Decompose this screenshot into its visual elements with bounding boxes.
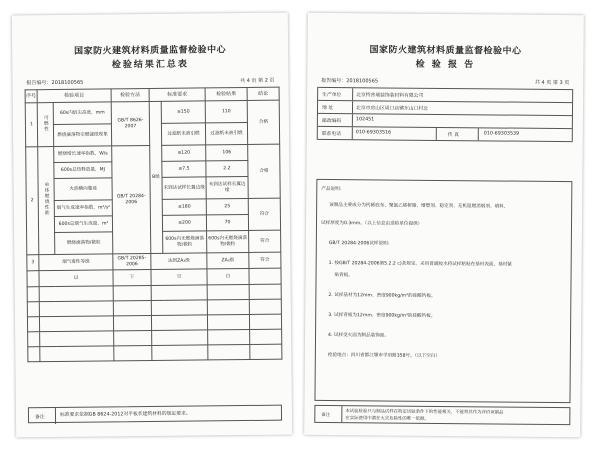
table-cell: 106 — [206, 144, 248, 160]
table-cell: 符合 — [248, 198, 280, 230]
description-line: 4. 试样受火面为制品装饰面。 — [328, 332, 390, 339]
table-cell: 白 — [207, 268, 249, 284]
remarks-box — [314, 405, 570, 425]
producer-label: 生产单位 — [322, 92, 342, 99]
table-cell: ZA₂级 — [207, 252, 249, 268]
table-cell: B级 — [149, 101, 163, 253]
table-cell: 未到达试样长翼边缘 — [206, 176, 248, 198]
table-cell: GB/T 8626-2007 — [111, 102, 149, 146]
description-line: 2. 试样基材为12mm、密度900kg/m³的硅酸钙板。 — [328, 292, 436, 299]
table-cell: 燃烧滴落物/微粒 — [55, 232, 113, 255]
table-cell: 烟气毒性等级 — [39, 254, 113, 271]
phone-label: 联系电话 — [321, 131, 342, 138]
table-cell: 合格 — [248, 144, 281, 198]
report-page — [304, 13, 584, 437]
description-line: 1. 按GB/T 20284-2006第5.2.2 c)条规定，采用普通胶水将试样粘贴在基材表面，基材紧 — [328, 260, 512, 268]
header-cell: 检验项目 — [37, 89, 111, 103]
table-cell: 110 — [205, 100, 247, 122]
producer-value: 北京特普瑞装饰装材料有限公司 — [356, 93, 424, 99]
table-cell — [27, 271, 39, 287]
table-row — [25, 100, 279, 125]
description-line: 贴背板。 — [334, 273, 353, 279]
table-cell: ≤200 — [162, 215, 206, 231]
table-cell: 达到ZA₃级 — [151, 253, 207, 270]
description-label: 产品说明： — [321, 186, 345, 193]
table-cell: 60s内焰尖高度，mm — [53, 102, 111, 125]
summary-page — [12, 13, 292, 438]
table-cell: 合格 — [247, 100, 279, 144]
phone-row — [318, 126, 572, 142]
table-cell: GB/T 20284-2006 — [112, 146, 151, 254]
table-cell: 火焰横向蔓延 — [54, 178, 112, 201]
fax-label: 传 真 — [447, 133, 459, 139]
description-line: 3. 试样背板为12mm、密度900kg/m³的硅酸钙板。 — [328, 312, 436, 319]
header-cell: 结论 — [247, 87, 279, 100]
table-cell: 25 — [206, 198, 248, 214]
table-cell: 未到达试样长翼边缘 — [162, 177, 206, 199]
table-cell: 过滤纸未被引燃 — [161, 123, 205, 145]
table-cell: ≤150 — [161, 101, 205, 123]
table-cell: 符合 — [249, 230, 281, 252]
header-cell: 标准要求 — [149, 88, 205, 102]
product-description — [314, 179, 572, 403]
description-line: 检验地点：四川省都江堰市学府路358号。（以下空白） — [327, 352, 441, 359]
remarks-box — [28, 405, 282, 424]
table-cell: ≤7.5 — [162, 161, 206, 177]
remarks-label: 备注 — [34, 415, 45, 421]
table-cell — [37, 103, 53, 147]
page-title: 国家防火建筑材料质量监督检验中心 — [74, 45, 227, 57]
table-cell — [38, 147, 55, 255]
table-cell: 燃烧滴落物引燃滤纸现象 — [53, 124, 111, 147]
address-label: 地 址 — [321, 105, 334, 112]
table-cell: 空 — [151, 269, 207, 286]
remarks-text: 标准要求依据GB 8624-2012对平板状建筑材料的规定要求。 — [55, 407, 191, 424]
table-cell: 2.2 — [206, 160, 248, 176]
table-cell: 烟气生成速率指数，m²/s² — [54, 200, 112, 217]
table-cell: 2 — [26, 147, 39, 255]
table-cell — [249, 268, 281, 284]
results-summary-table — [25, 87, 283, 363]
table-cell: 符合 — [249, 252, 281, 268]
page-number: 共 4 页 第 2 页 — [240, 77, 275, 85]
table-cell: 以 — [39, 270, 113, 287]
description-line: 该制品主要成分为钙稀底布、聚氯乙烯树脂、增塑剂、稳定剂、无机阻燃消烟剂、填料， — [329, 202, 509, 210]
table-cell: 下 — [113, 270, 151, 286]
remarks-text: 本试验检验只与制品试样在特定试验条件下的性能相关，不能将其作为评价该制品 — [345, 409, 504, 416]
table-cell: 70 — [206, 214, 248, 230]
header-cell: 检验方法 — [111, 89, 149, 102]
category-label: 可燃性 — [43, 114, 49, 132]
report-number: 报告编号：2018100565 — [321, 77, 379, 85]
report-number: 报告编号：2018100565 — [26, 79, 84, 87]
table-cell: ≤120 — [162, 145, 206, 161]
header-cell: 序号 — [25, 90, 37, 103]
table-cell: GB/T 20285-2006 — [113, 254, 151, 270]
postcode-value: 102451 — [355, 117, 375, 123]
table-cell: 过滤纸未被引燃 — [205, 122, 247, 144]
page-number: 共 4 页 第 3 页 — [534, 79, 570, 87]
remarks-label: 备注 — [321, 412, 331, 419]
page-title: 国家防火建筑材料质量监督检验中心 — [369, 45, 522, 57]
page-subtitle: 检验结果汇总表 — [111, 59, 189, 71]
address-value: 北京市房山区周口店镇东山口村北 — [355, 106, 428, 112]
table-cell: 600s总热释放量，MJ — [54, 162, 112, 179]
table-cell: 燃烧增长速率指数，W/s — [54, 146, 112, 163]
header-cell: 检验结果 — [205, 87, 247, 100]
remarks-text: 在实际使用中潜在火灾危险性的唯一依据。 — [345, 416, 429, 422]
fax-value: 010-69303539 — [483, 131, 520, 137]
page-subtitle: 检 验 报 告 — [415, 59, 476, 71]
description-line: 试样厚度为0.3mm。（以上信息由送检单位提供） — [320, 220, 423, 227]
phone-value: 010-69303516 — [355, 130, 392, 136]
category-label: 单体燃烧性能 — [43, 182, 50, 217]
table-cell: 600s内无燃烧滴落物/微粒 — [163, 231, 207, 253]
table-cell: 600s内无燃烧滴落物/微粒 — [207, 230, 249, 252]
table-cell: 1 — [25, 103, 37, 147]
postcode-label: 邮政编码 — [321, 118, 342, 125]
description-line: GB/T 20284-2006试样说明： — [328, 240, 393, 247]
empty-row — [28, 344, 282, 362]
table-cell: 3 — [27, 255, 39, 271]
table-cell: ≤180 — [162, 199, 206, 215]
producer-info-form — [317, 87, 573, 142]
table-cell: 600s总烟气生成量，m² — [54, 216, 112, 233]
